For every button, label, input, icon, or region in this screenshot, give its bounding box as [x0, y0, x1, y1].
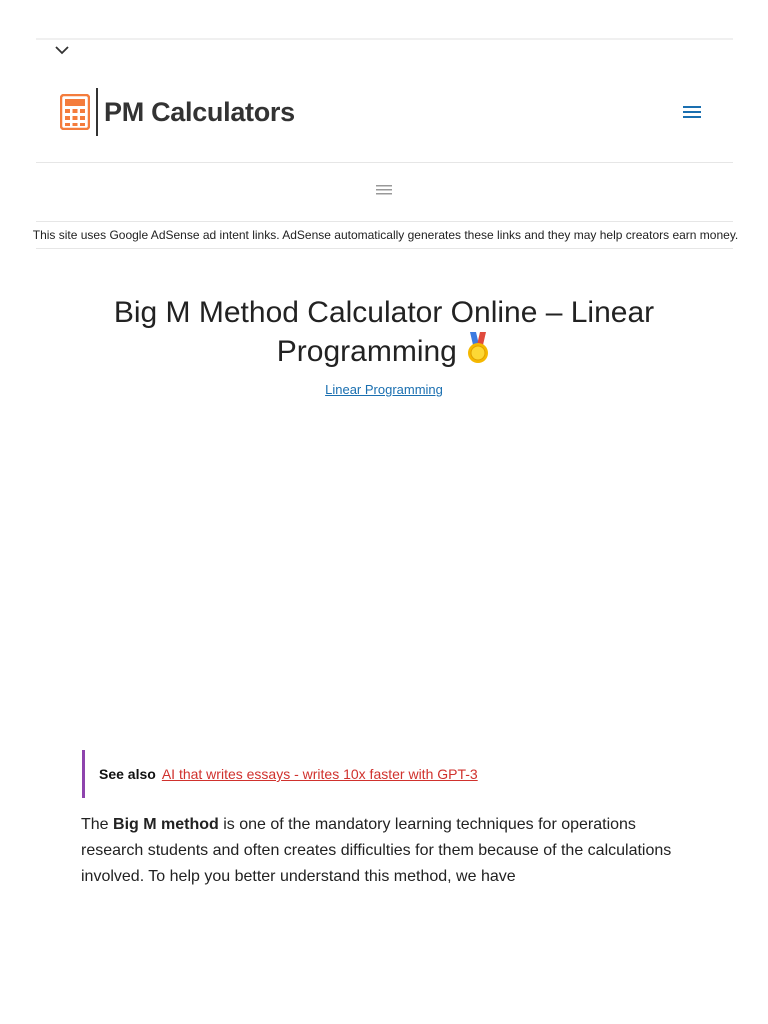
see-also-box — [82, 750, 582, 798]
logo-divider — [96, 88, 98, 136]
menu-icon[interactable] — [683, 104, 701, 120]
notice-text: This site uses Google AdSense ad intent links. AdSense automatically generates these links and they may help creators earn money. — [32, 228, 739, 242]
chevron-down-icon[interactable] — [54, 44, 70, 56]
top-bar — [36, 38, 733, 66]
page-title-text: Big M Method Calculator Online – Linear Programming — [113, 296, 655, 368]
article-header — [80, 294, 688, 399]
site-header — [36, 64, 733, 163]
intro-rest: is one of the mandatory learning techniques for operations research students and often creates difficulties for them because of the calculations involved. To help you better understand this method, we have — [81, 816, 672, 885]
see-also-label: See also — [99, 766, 156, 782]
site-logo[interactable] — [60, 88, 295, 136]
page-title — [80, 294, 688, 370]
secondary-nav — [36, 163, 733, 222]
intro-bold-term: Big M method — [113, 816, 219, 833]
intro-paragraph — [81, 812, 691, 890]
see-also-link[interactable]: AI that writes essays - writes 10x faster with GPT-3 — [161, 766, 478, 782]
menu-icon[interactable] — [376, 183, 392, 197]
calculator-icon — [60, 94, 90, 130]
adsense-notice — [32, 222, 739, 249]
logo-text: PM Calculators — [104, 96, 295, 127]
intro-prefix: The — [81, 816, 114, 833]
category-link[interactable]: Linear Programming — [325, 382, 443, 397]
medal-icon — [465, 331, 491, 365]
